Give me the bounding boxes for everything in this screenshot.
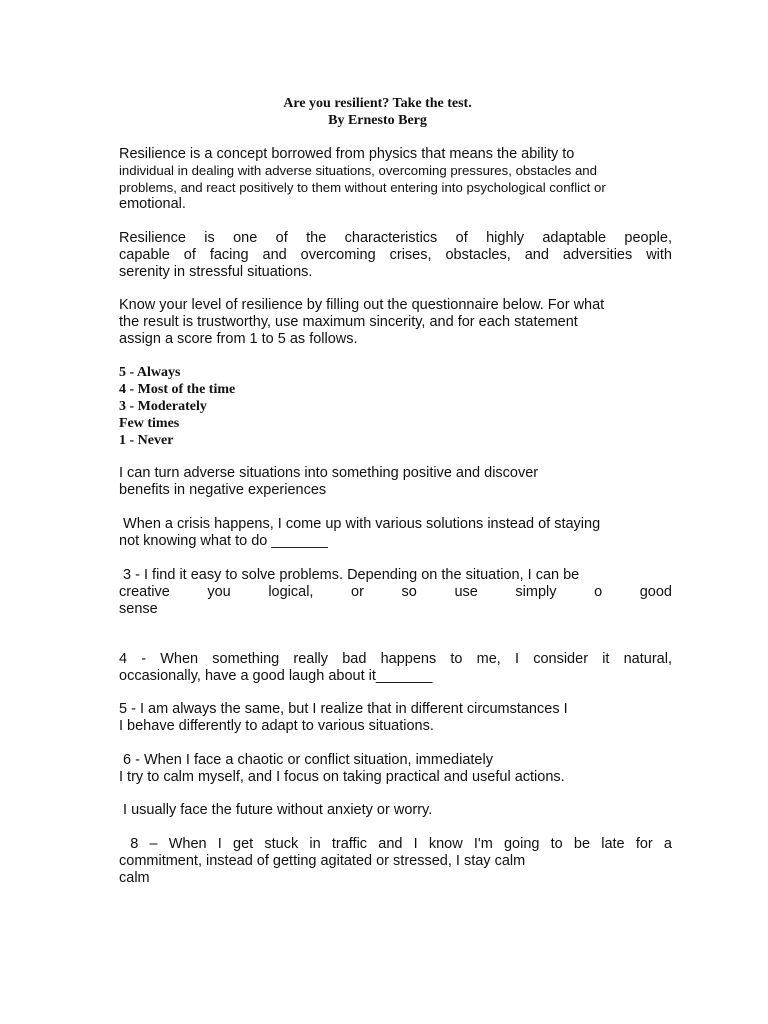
intro-paragraph [119, 146, 672, 213]
statement-line: I can turn adverse situations into something positive and discover [119, 465, 539, 481]
resilience-paragraph [119, 230, 672, 281]
scale-item: 1 - Never [119, 433, 174, 448]
statement-line: I try to calm myself, and I focus on taking practical and useful actions. [119, 769, 565, 785]
statement-2 [119, 516, 672, 550]
statement-line: 3 - I find it easy to solve problems. Depending on the situation, I can be [119, 567, 580, 583]
document-author: By Ernesto Berg [328, 113, 427, 128]
intro-line-1: Resilience is a concept borrowed from physics that means the ability to [119, 146, 575, 162]
statement-line: creative you logical, or so use simply o good [119, 584, 672, 600]
statement-7 [119, 802, 672, 819]
statement-5 [119, 701, 672, 735]
scale-item: Few times [119, 416, 180, 431]
statement-3 [119, 567, 672, 618]
statement-line: 8 – When I get stuck in traffic and I know I'm going to be late for a [119, 836, 672, 852]
intro-line-4: emotional. [119, 196, 186, 212]
statement-line: I usually face the future without anxiety or worry. [119, 802, 433, 818]
statement-line: 5 - I am always the same, but I realize that in different circumstances I [119, 701, 568, 717]
scale-item: 3 - Moderately [119, 399, 207, 414]
statement-line: 6 - When I face a chaotic or conflict situation, immediately [119, 752, 493, 768]
statement-line: 4 - When something really bad happens to me, I consider it natural, [119, 651, 672, 667]
scale-item: 5 - Always [119, 365, 181, 380]
instructions-line-2: the result is trustworthy, use maximum sincerity, and for each statement [119, 314, 578, 330]
resilience-line-2: capable of facing and overcoming crises, obstacles, and adversities with [119, 247, 672, 263]
instructions-paragraph [119, 297, 672, 348]
statement-line: occasionally, have a good laugh about it_______ [119, 668, 433, 684]
statement-1 [119, 465, 672, 499]
document-title: Are you resilient? Take the test. [283, 96, 472, 111]
statement-line: sense [119, 601, 158, 617]
statement-6 [119, 752, 672, 786]
statement-line: benefits in negative experiences [119, 482, 327, 498]
resilience-line-1: Resilience is one of the characteristics of highly adaptable people, [119, 230, 672, 246]
statement-line: I behave differently to adapt to various situations. [119, 718, 434, 734]
instructions-line-3: assign a score from 1 to 5 as follows. [119, 331, 358, 347]
statement-line: When a crisis happens, I come up with various solutions instead of staying [119, 516, 601, 532]
instructions-line-1: Know your level of resilience by filling out the questionnaire below. For what [119, 297, 605, 313]
statement-line: not knowing what to do _______ [119, 533, 328, 549]
statement-line: commitment, instead of getting agitated or stressed, I stay calm [119, 853, 526, 869]
statement-8 [119, 836, 672, 887]
statement-line: calm [119, 870, 150, 886]
scale-item: 4 - Most of the time [119, 382, 236, 397]
resilience-line-3: serenity in stressful situations. [119, 264, 313, 280]
score-scale [119, 364, 235, 449]
intro-line-3: problems, and react positively to them without entering into psychological conflict or [119, 180, 606, 195]
intro-line-2: individual in dealing with adverse situations, overcoming pressures, obstacles and [119, 163, 597, 178]
statement-4 [119, 651, 672, 685]
